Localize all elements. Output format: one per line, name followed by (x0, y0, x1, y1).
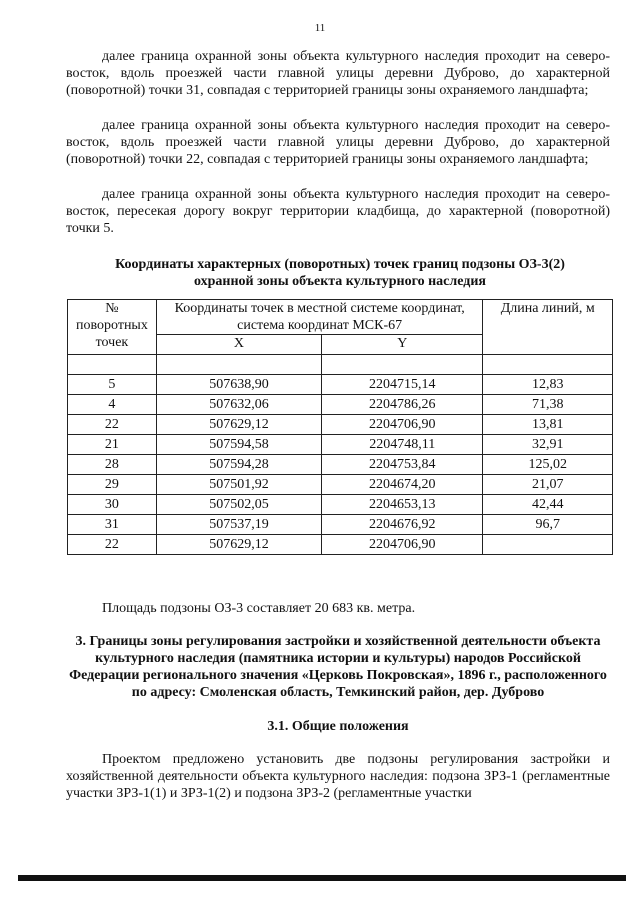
table-row (68, 535, 613, 555)
final-paragraph: Проектом предложено установить две подзоны регулирования застройки и хозяйственной деятельности объекта культурного наследия: подзона ЗРЗ-1 (регламентные участки ЗРЗ-1(1) и ЗРЗ-1(2) и подзона ЗРЗ-2 (регламентные участки (66, 752, 610, 801)
cell-y: 2204786,26 (322, 395, 483, 415)
table-row (68, 435, 613, 455)
cell-line-length: 96,7 (483, 515, 613, 535)
table-row (68, 455, 613, 475)
cell-line-length: 12,83 (483, 375, 613, 395)
table-row (68, 375, 613, 395)
cell-y: 2204674,20 (322, 475, 483, 495)
cell-line-length: 13,81 (483, 415, 613, 435)
paragraph-boundary-point-31: далее граница охранной зоны объекта культурного наследия проходит на северо-восток, вдоль проезжей части главной улицы деревни Дуброво, до характерной (поворотной) точки 31, совпадая с территорией границы зоны охраняемого ландшафта; (66, 49, 610, 98)
cell-y: 2204715,14 (322, 375, 483, 395)
cell-line-length (483, 535, 613, 555)
paragraph-boundary-point-22: далее граница охранной зоны объекта культурного наследия проходит на северо-восток, вдоль проезжей части главной улицы деревни Дуброво, до характерной (поворотной) точки 22, совпадая с территорией границы зоны охраняемого ландшафта; (66, 118, 610, 167)
table-row (68, 495, 613, 515)
cell-y: 2204706,90 (322, 535, 483, 555)
table-spacer-row (68, 355, 613, 375)
cell-point-number: 29 (68, 475, 157, 495)
cell-y: 2204676,92 (322, 515, 483, 535)
table-row (68, 395, 613, 415)
header-coordinates: Координаты точек в местной системе координат, система координат МСК-67 (156, 300, 483, 335)
cell-x: 507638,90 (156, 375, 321, 395)
section-heading: 3. Границы зоны регулирования застройки и хозяйственной деятельности объекта культурного наследия (памятника истории и культуры) народов Российской Федерации регионального значения «Церковь Покровская», 1896 г., расположенного по адресу: Смоленская область, Темкинский район, дер. Дуброво (69, 634, 607, 700)
cell-point-number: 31 (68, 515, 157, 535)
cell-line-length: 71,38 (483, 395, 613, 415)
cell-point-number: 21 (68, 435, 157, 455)
bottom-rule (18, 875, 626, 881)
header-point-number: № поворотных точек (68, 300, 157, 355)
header-line-length: Длина линий, м (483, 300, 613, 355)
cell-x: 507629,12 (156, 535, 321, 555)
coordinates-table (67, 299, 613, 555)
table-row (68, 475, 613, 495)
cell-x: 507594,58 (156, 435, 321, 455)
cell-point-number: 28 (68, 455, 157, 475)
cell-y: 2204653,13 (322, 495, 483, 515)
table-title: Координаты характерных (поворотных) точек границ подзоны ОЗ-3(2) охранной зоны объекта культурного наследия (115, 257, 565, 289)
subsection-heading: 3.1. Общие положения (267, 719, 409, 734)
cell-y: 2204748,11 (322, 435, 483, 455)
table-row (68, 415, 613, 435)
table-row (68, 515, 613, 535)
cell-x: 507594,28 (156, 455, 321, 475)
cell-x: 507502,05 (156, 495, 321, 515)
paragraph-boundary-point-5: далее граница охранной зоны объекта культурного наследия проходит на северо-восток, пересекая дорогу вокруг территории кладбища, до характерной (поворотной) точки 5. (66, 187, 610, 236)
area-text: Площадь подзоны ОЗ-3 составляет 20 683 кв. метра. (102, 601, 416, 616)
header-y: Y (322, 335, 483, 355)
cell-x: 507629,12 (156, 415, 321, 435)
cell-x: 507632,06 (156, 395, 321, 415)
cell-x: 507501,92 (156, 475, 321, 495)
cell-point-number: 4 (68, 395, 157, 415)
cell-y: 2204706,90 (322, 415, 483, 435)
cell-y: 2204753,84 (322, 455, 483, 475)
cell-point-number: 30 (68, 495, 157, 515)
cell-line-length: 32,91 (483, 435, 613, 455)
cell-point-number: 22 (68, 535, 157, 555)
cell-point-number: 22 (68, 415, 157, 435)
cell-line-length: 42,44 (483, 495, 613, 515)
cell-line-length: 21,07 (483, 475, 613, 495)
cell-x: 507537,19 (156, 515, 321, 535)
page-number: 11 (314, 22, 326, 34)
cell-line-length: 125,02 (483, 455, 613, 475)
cell-point-number: 5 (68, 375, 157, 395)
header-x: X (156, 335, 321, 355)
